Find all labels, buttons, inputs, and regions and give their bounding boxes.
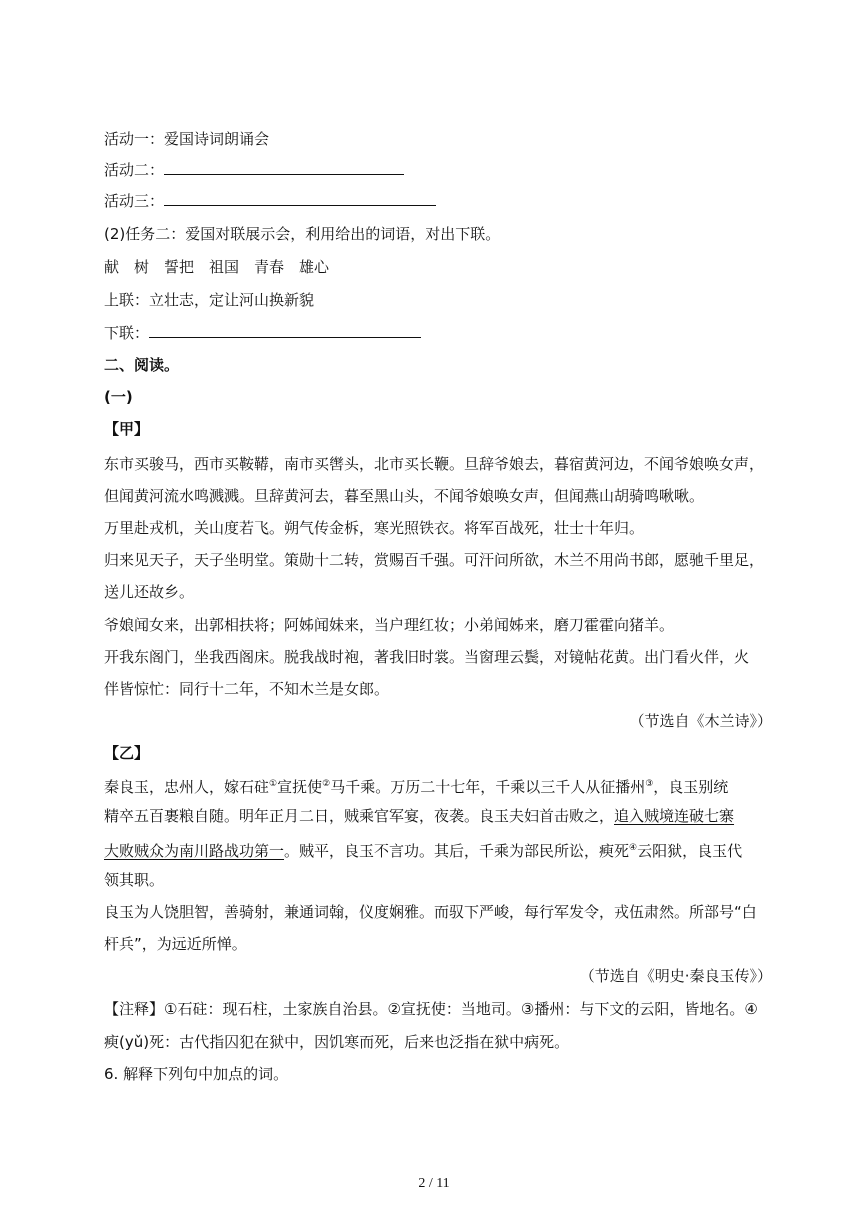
yi-text: ，良玉别统 bbox=[653, 778, 729, 796]
poem-line-8: 伴皆惊忙：同行十二年，不知木兰是女郎。 bbox=[104, 680, 390, 698]
poem-line-5: 送儿还故乡。 bbox=[104, 583, 195, 601]
poem-line-2: 但闻黄河流水鸣溅溅。旦辞黄河去，暮至黑山头，不闻爷娘唤女声，但闻燕山胡骑鸣啾啾。 bbox=[104, 487, 705, 505]
activity-3-blank bbox=[164, 190, 436, 206]
section-title: 二、阅读。 bbox=[104, 356, 180, 374]
underlined-sentence: 追入贼境连破七寨 bbox=[614, 807, 735, 825]
question-6: 6. 解释下列句中加点的词。 bbox=[104, 1065, 289, 1083]
yi-line-4: 领其职。 bbox=[104, 871, 165, 889]
yi-text: 马千乘。万历二十七年，千乘以三千人从征播州 bbox=[330, 778, 646, 796]
page-number: 2 / 11 bbox=[418, 1176, 450, 1191]
footnote-marker: ① bbox=[269, 779, 278, 789]
couplet-lower-blank bbox=[149, 322, 421, 338]
activity-2 bbox=[104, 159, 404, 181]
yi-line-3 bbox=[104, 837, 742, 859]
couplet-upper: 上联：立壮志，定让河山换新貌 bbox=[104, 291, 315, 309]
underlined-sentence: 大败贼众为南川路战功第一 bbox=[104, 842, 285, 860]
yi-source: （节选自《明史·秦良玉传》） bbox=[579, 967, 772, 985]
notes-line-1: 【注释】①石砫：现石柱，土家族自治县。②宣抚使：当地司。③播州：与下文的云阳，皆地名。④ bbox=[104, 1000, 758, 1018]
yi-line-1 bbox=[104, 773, 728, 795]
activity-2-blank bbox=[164, 159, 404, 175]
yi-line-6: 杆兵”，为远近所惮。 bbox=[104, 935, 247, 953]
yi-text: 秦良玉，忠州人，嫁石砫 bbox=[104, 778, 270, 796]
poem-line-1: 东市买骏马，西市买鞍鞯，南市买辔头，北市买长鞭。旦辞爷娘去，暮宿黄河边，不闻爷娘唤女声， bbox=[104, 455, 765, 473]
text-jia-label: 【甲】 bbox=[104, 420, 150, 438]
yi-line-2 bbox=[104, 805, 734, 827]
poem-line-7: 开我东阁门，坐我西阁床。脱我战时袍，著我旧时裳。当窗理云鬓，对镜帖花黄。出门看火伴，火 bbox=[104, 648, 750, 666]
yi-text: 精卒五百裹粮自随。明年正月二日，贼乘官军宴，夜袭。良玉夫妇首击败之， bbox=[104, 807, 615, 825]
section-subtitle: (一) bbox=[104, 388, 133, 406]
task2-words: 献 树 誓把 祖国 青春 雄心 bbox=[104, 258, 330, 276]
yi-text: 宣抚使 bbox=[277, 778, 323, 796]
notes-line-2: 瘐(yǔ)死：古代指囚犯在狱中，因饥寒而死，后来也泛指在狱中病死。 bbox=[104, 1033, 570, 1051]
activity-1: 活动一：爱国诗词朗诵会 bbox=[104, 130, 270, 148]
footnote-marker: ④ bbox=[629, 843, 638, 853]
poem-source: （节选自《木兰诗》） bbox=[629, 712, 772, 730]
couplet-lower bbox=[104, 322, 421, 344]
activity-3 bbox=[104, 190, 436, 212]
yi-text: 。贼平，良玉不言功。其后，千乘为部民所讼，瘐死 bbox=[284, 842, 630, 860]
footnote-marker: ② bbox=[322, 779, 331, 789]
couplet-lower-label: 下联： bbox=[104, 324, 150, 342]
yi-text: 云阳狱，良玉代 bbox=[637, 842, 743, 860]
text-yi-label: 【乙】 bbox=[104, 744, 150, 762]
poem-line-6: 爷娘闻女来，出郭相扶将；阿姊闻妹来，当户理红妆；小弟闻姊来，磨刀霍霍向猪羊。 bbox=[104, 616, 675, 634]
activity-2-label: 活动二： bbox=[104, 161, 165, 179]
poem-line-4: 归来见天子，天子坐明堂。策勋十二转，赏赐百千强。可汗问所欲，木兰不用尚书郎，愿驰千里足， bbox=[104, 551, 765, 569]
activity-3-label: 活动三： bbox=[104, 192, 165, 210]
task2-prompt: (2)任务二：爱国对联展示会，利用给出的词语，对出下联。 bbox=[104, 225, 501, 243]
poem-line-3: 万里赴戎机，关山度若飞。朔气传金柝，寒光照铁衣。将军百战死，壮士十年归。 bbox=[104, 519, 645, 537]
footnote-marker: ③ bbox=[645, 779, 654, 789]
yi-line-5: 良玉为人饶胆智，善骑射，兼通词翰，仪度娴雅。而驭下严峻，每行军发令，戎伍肃然。所部号“白 bbox=[104, 903, 757, 921]
